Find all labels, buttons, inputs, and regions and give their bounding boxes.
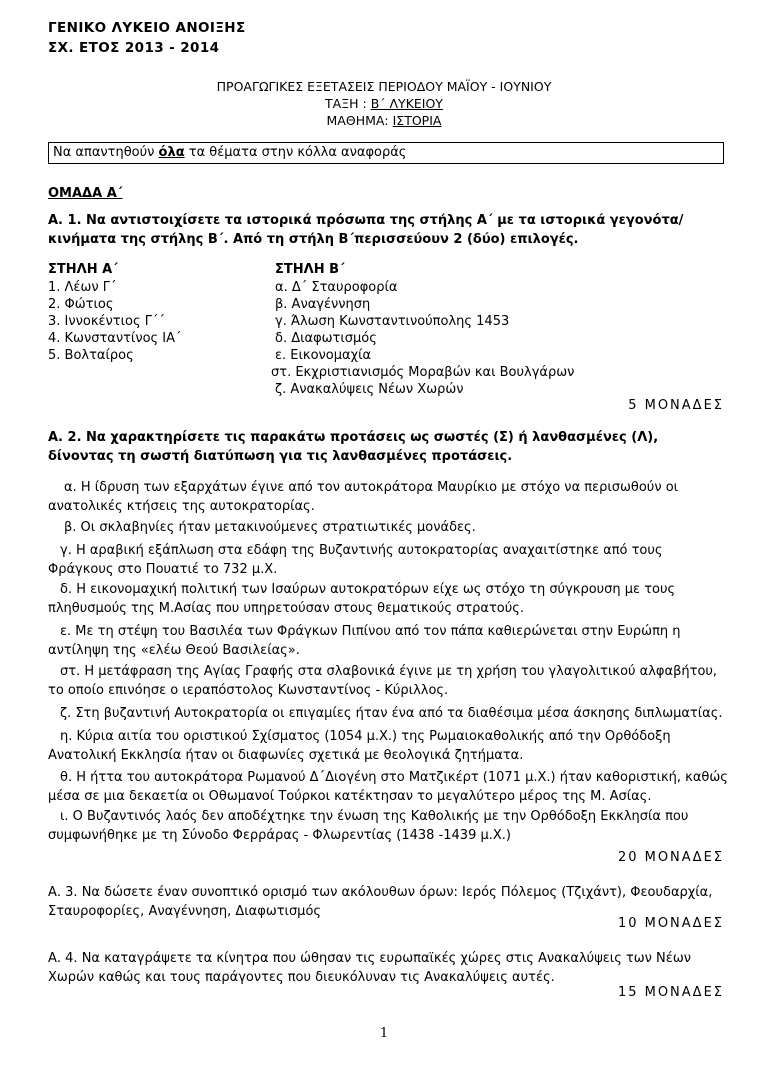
q2-statement: ζ. Στη βυζαντινή Αυτοκρατορία οι επιγαμίες ήταν ένα από τα διαθέσιμα μέσα άσκησης διπλωματίας.	[60, 706, 723, 721]
q2-text: Α. 2. Να χαρακτηρίσετε τις παρακάτω προτάσεις ως σωστές (Σ) ή λανθασμένες (Λ), δίνοντας τη σωστή διατύπωση για τις λανθασμένες προτάσεις.	[48, 430, 659, 464]
column-a-item: 2. Φώτιος	[48, 297, 114, 312]
column-b-item: β. Αναγέννηση	[275, 297, 371, 312]
q2-statement: στ. Η μετάφραση της Αγίας Γραφής στα σλαβονικά έγινε με τη χρήση του γλαγολιτικού αλφαβήτου, το οποίο επινόησε ο ιεραπόστολος Κωνσταντίνος - Κύριλλος.	[48, 664, 718, 698]
column-a-item: 3. Ιννοκέντιος Γ΄΄	[48, 314, 165, 329]
q2-statement: ι. Ο Βυζαντινός λαός δεν αποδέχτηκε την ένωση της Καθολικής με την Ορθόδοξη Εκκλησία που συμφωνήθηκε με τη Σύνοδο Φερράρας - Φλωρεντίας (1438 -1439 μ.Χ.)	[48, 809, 689, 843]
q2-statement: β. Οι σκλαβηνίες ήταν μετακινούμενες στρατιωτικές μονάδες.	[64, 520, 476, 535]
column-a-item: 5. Βολταίρος	[48, 348, 134, 363]
exam-title: ΠΡΟΑΓΩΓΙΚΕΣ ΕΞΕΤΑΣΕΙΣ ΠΕΡΙΟΔΟΥ ΜΑΪΟΥ - ΙΟΥΝΙΟΥ	[216, 79, 552, 94]
instruction-box: Να απαντηθούν όλα τα θέματα στην κόλλα αναφοράς	[48, 142, 724, 164]
subject-value: ΙΣΤΟΡΙΑ	[392, 113, 442, 128]
column-b-header: ΣΤΗΛΗ Β΄	[275, 262, 345, 277]
q1-marks: 5 ΜΟΝΑΔΕΣ	[628, 398, 724, 413]
instruction-emphasis: όλα	[158, 145, 185, 160]
column-a-header: ΣΤΗΛΗ Α΄	[48, 262, 118, 277]
column-b-item: στ. Εκχριστιανισμός Μοραβών και Βουλγάρων	[271, 365, 575, 380]
class-value: Β΄ ΛΥΚΕΙΟΥ	[370, 96, 443, 111]
q3-text: Α. 3. Να δώσετε έναν συνοπτικό ορισμό των ακόλουθων όρων: Ιερός Πόλεμος (Τζιχάντ), Φεουδαρχία, Σταυροφορίες, Αναγέννηση, Διαφωτισμός	[48, 885, 713, 919]
column-b-item: α. Δ΄ Σταυροφορία	[275, 280, 398, 295]
column-a-item: 1. Λέων Γ΄	[48, 280, 117, 295]
column-b-item: ε. Εικονομαχία	[275, 348, 372, 363]
class-line	[0, 96, 768, 111]
q2-statement: α. Η ίδρυση των εξαρχάτων έγινε από τον αυτοκράτορα Μαυρίκιο με στόχο να περισωθούν οι ανατολικές κτήσεις της αυτοκρατορίας.	[48, 480, 679, 514]
school-name: ΓΕΝΙΚΟ ΛΥΚΕΙΟ ΑΝΟΙΞΗΣ	[48, 20, 246, 36]
q2-statement: ε. Με τη στέψη του Βασιλέα των Φράγκων Πιπίνου από τον πάπα καθιερώνεται στην Ευρώπη η αντίληψη της «ελέω Θεού Βασιλείας».	[48, 624, 681, 658]
column-b-item: δ. Διαφωτισμός	[275, 331, 377, 346]
q1-text: Α. 1. Να αντιστοιχίσετε τα ιστορικά πρόσωπα της στήλης Α΄ με τα ιστορικά γεγονότα/κινήματα της στήλης Β΄. Από τη στήλη Β΄περισσεύουν 2 (δύο) επιλογές.	[48, 213, 684, 247]
group-heading: ΟΜΑΔΑ Α΄	[48, 186, 123, 201]
column-a-item: 4. Κωνσταντίνος ΙΑ΄	[48, 331, 182, 346]
subject-label: ΜΑΘΗΜΑ:	[326, 113, 393, 128]
subject-line	[0, 113, 768, 128]
column-b-item: γ. Άλωση Κωνσταντινούπολης 1453	[275, 314, 510, 329]
school-year: ΣΧ. ΕΤΟΣ 2013 - 2014	[48, 40, 220, 56]
q2-statement: γ. Η αραβική εξάπλωση στα εδάφη της Βυζαντινής αυτοκρατορίας αναχαιτίστηκε από τους Φράγκους στο Πουατιέ το 732 μ.Χ.	[48, 543, 663, 577]
q3-marks: 10 ΜΟΝΑΔΕΣ	[617, 916, 724, 931]
q4-text: Α. 4. Να καταγράψετε τα κίνητρα που ώθησαν τις ευρωπαϊκές χώρες στις Ανακαλύψεις των Νέων Χωρών καθώς και τους παράγοντες που διευκόλυναν τις Ανακαλύψεις αυτές.	[48, 951, 691, 985]
q2-marks: 20 ΜΟΝΑΔΕΣ	[617, 850, 724, 865]
q2-statement: δ. Η εικονομαχική πολιτική των Ισαύρων αυτοκρατόρων είχε ως στόχο τη σύγκρουση με τους πληθυσμούς της Μ.Ασίας που υπηρετούσαν στους θεματικούς στρατούς.	[48, 582, 676, 616]
q2-statement: η. Κύρια αιτία του οριστικού Σχίσματος (1054 μ.Χ.) της Ρωμαιοκαθολικής από την Ορθόδοξη Ανατολική Εκκλησία ήταν οι διαφωνίες σχετικά με θεολογικά ζητήματα.	[48, 729, 671, 763]
column-b-item: ζ. Ανακαλύψεις Νέων Χωρών	[275, 382, 464, 397]
class-label: ΤΑΞΗ :	[325, 96, 371, 111]
page-number: 1	[379, 1026, 389, 1041]
q2-statement: θ. Η ήττα του αυτοκράτορα Ρωμανού Δ΄Διογένη στο Ματζικέρτ (1071 μ.Χ.) ήταν καθοριστική, καθώς μέσα σε μια δεκαετία οι Οθωμανοί Τούρκοι κατέκτησαν το μεγαλύτερο μέρος της Μ. Ασίας.	[48, 770, 728, 804]
q4-marks: 15 ΜΟΝΑΔΕΣ	[617, 985, 724, 1000]
